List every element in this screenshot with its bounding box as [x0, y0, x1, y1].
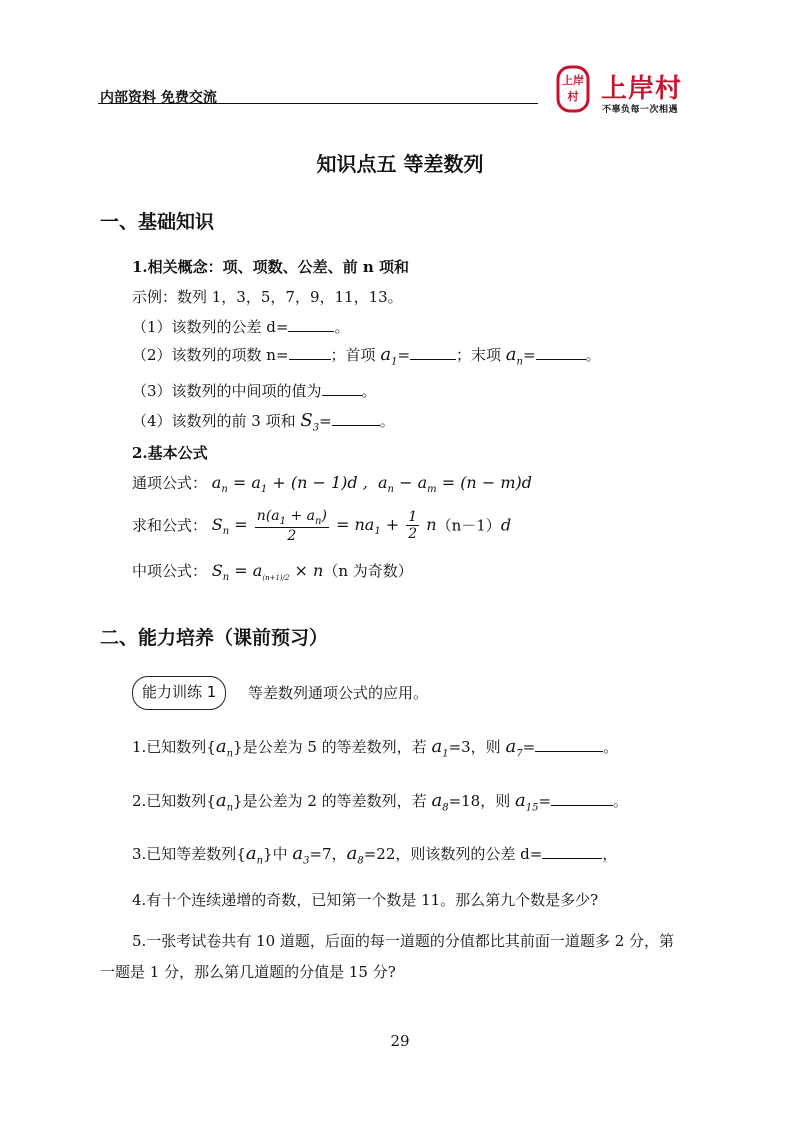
- answer-blank: [551, 804, 613, 806]
- answer-blank: [535, 750, 603, 752]
- math-a1: $a_1$: [380, 344, 398, 368]
- brand-name: 上岸村: [601, 74, 683, 104]
- svg-text:上岸: 上岸: [562, 74, 584, 87]
- header-rule: [98, 103, 538, 104]
- answer-blank: [332, 424, 380, 426]
- brand-slogan: 不辜负每一次相遇: [602, 105, 679, 115]
- problem-1: 1.已知数列$\{a_n\}$是公差为 5 的等差数列，若 $a_1=3$，则 $a_7=$ 。: [132, 736, 619, 760]
- question-2: （2）该数列的项数 n= ；首项 $a_1=$ ；末项 $a_n=$ 。: [132, 344, 601, 368]
- formula-general-term: 通项公式： $a_n = a_1 + (n - 1)d$ , $a_n - a_m = (n - m)d$: [132, 473, 532, 496]
- answer-blank: [542, 857, 602, 859]
- section1-heading: 一、基础知识: [100, 211, 215, 233]
- brand-logo: [555, 64, 695, 120]
- answer-blank: [322, 394, 362, 396]
- problem-4: 4.有十个连续递增的奇数，已知第一个数是 11。那么第九个数是多少?: [132, 891, 599, 909]
- formula-middle-term: 中项公式： $S_n = a_{(n+1)/2} \times n(n$ 为奇数）: [132, 561, 413, 584]
- training-description: 等差数列通项公式的应用。: [248, 684, 429, 702]
- formula-heading: 2.基本公式: [132, 444, 208, 462]
- example-line: 示例：数列 1，3，5，7，9，11，13。: [132, 288, 403, 306]
- seal-icon: [555, 64, 591, 114]
- question-4: （4）该数列的前 3 项和 $S_3=$ 。: [132, 410, 395, 434]
- training-badge: 能力训练 1: [132, 676, 226, 710]
- math-an: $a_n$: [505, 344, 523, 368]
- answer-blank: [289, 358, 331, 360]
- section2-heading: 二、能力培养（课前预习）: [100, 627, 329, 649]
- question-1: （1）该数列的公差 d= 。: [132, 318, 350, 336]
- question-3: （3）该数列的中间项的值为 。: [132, 382, 377, 400]
- fraction: $\frac{1}{2}$: [408, 509, 418, 543]
- formula-an-expression: $a_n = a_1 + (n - 1)d$ , $a_n - a_m = (n - m)d$: [211, 473, 532, 496]
- answer-blank: [536, 358, 586, 360]
- problem-5-line2: 一题是 1 分，那么第几道题的分值是 15 分?: [100, 963, 396, 981]
- problem-5-line1: 5.一张考试卷共有 10 道题，后面的每一道题的分值都比其前面一道题多 2 分，第: [132, 932, 675, 950]
- answer-blank: [288, 330, 334, 332]
- answer-blank: [410, 358, 456, 360]
- problem-2: 2.已知数列$\{a_n\}$是公差为 2 的等差数列，若 $a_8=18$，则 $a_{15}=$ 。: [132, 790, 629, 814]
- formula-middle-expression: $S_n = a_{(n+1)/2} \times n$: [211, 561, 324, 584]
- math-s3: $S_3$: [300, 410, 320, 434]
- concepts-heading: 1.相关概念：项、项数、公差、前 n 项和: [132, 258, 410, 276]
- svg-text:村: 村: [567, 90, 579, 103]
- page-title: 知识点五 等差数列: [316, 152, 484, 176]
- header-left-text: 内部资料 免费交流: [100, 90, 217, 106]
- page-number: 29: [390, 1032, 410, 1050]
- fraction: $\frac{n(a_1 + a_n)}{2}$: [256, 508, 327, 544]
- problem-3: 3.已知等差数列$\{a_n\}$中 $a_3=7$，$a_8=22$，则该数列的公差 d= ，: [132, 843, 618, 867]
- formula-sn-expression: $S_n$ = $\frac{n(a_1 + a_n)}{2}$ = $na_1$ + $\frac{1}{2}$ n: [211, 508, 437, 544]
- formula-sum: 求和公式： $S_n$ = $\frac{n(a_1 + a_n)}{2}$ = $na_1$ + $\frac{1}{2}$ n（n－1）d: [132, 508, 512, 544]
